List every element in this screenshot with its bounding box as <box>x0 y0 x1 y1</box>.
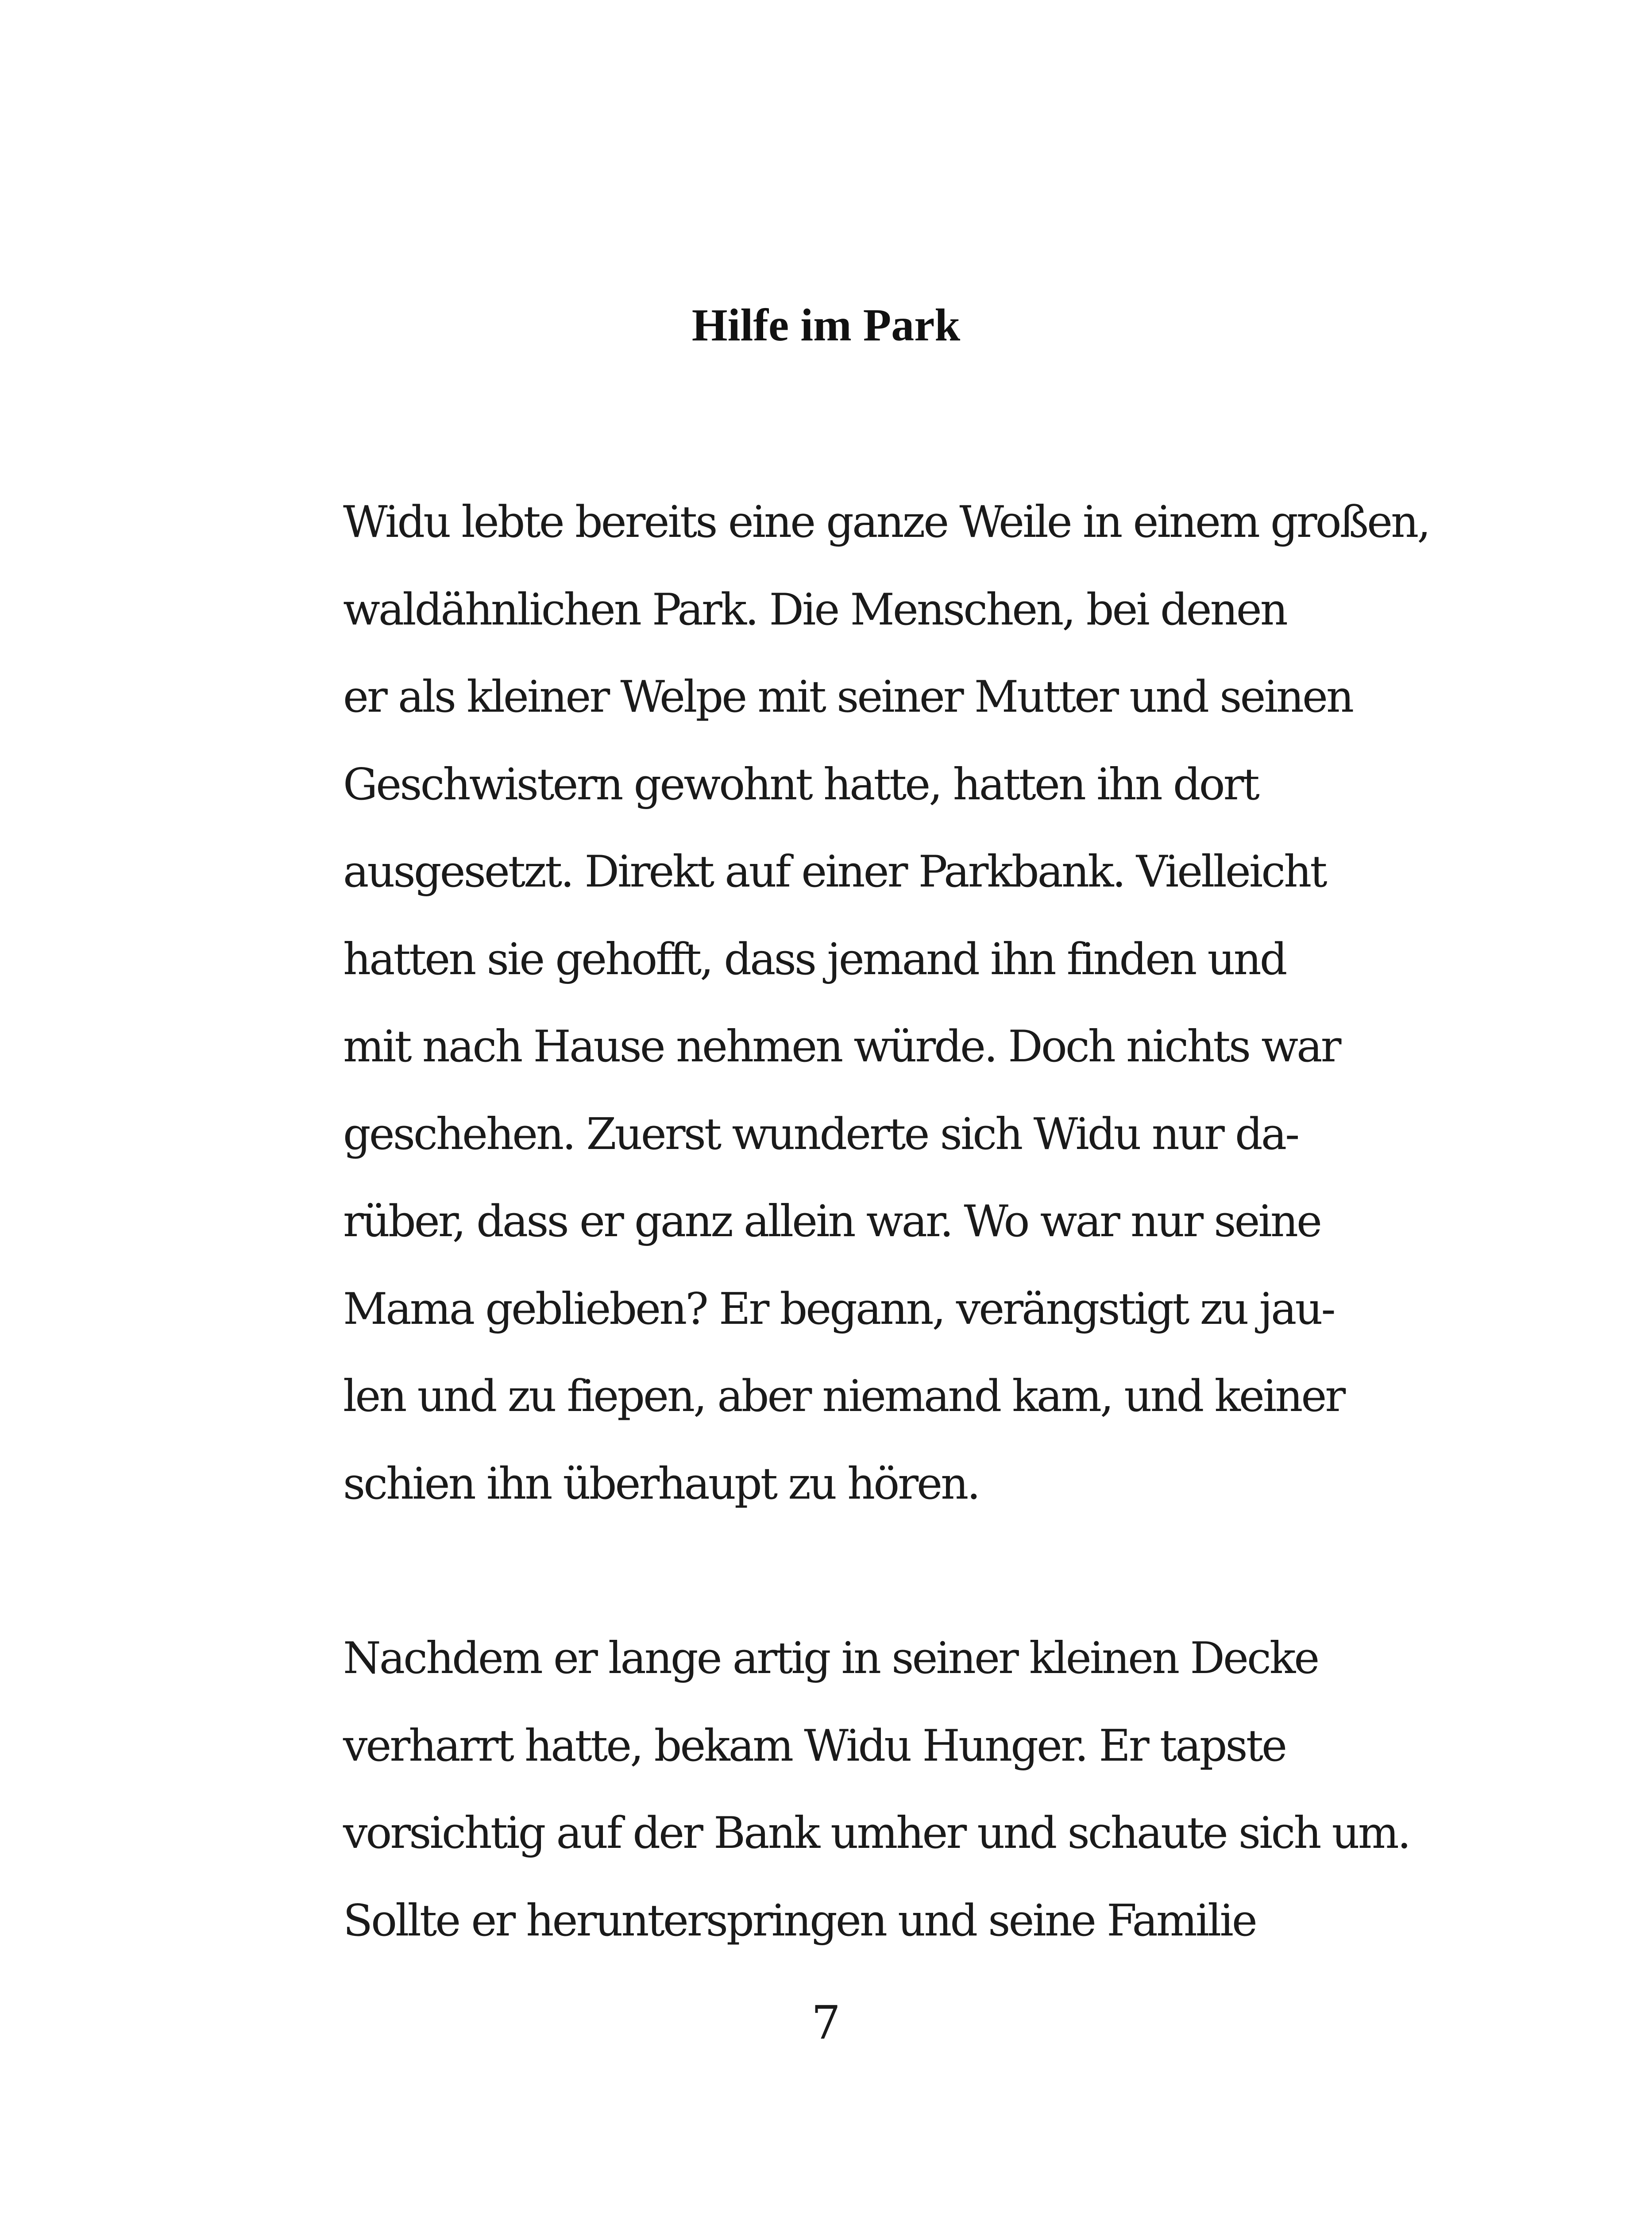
text-line: mit nach Hause nehmen würde. Doch nichts war <box>343 1022 1340 1072</box>
text-line: Geschwistern gewohnt hatte, hatten ihn dort <box>343 759 1258 810</box>
text-line: rüber, dass er ganz allein war. Wo war nur seine <box>343 1196 1320 1247</box>
text-line: vorsichtig auf der Bank umher und schaute sich um. <box>343 1808 1409 1858</box>
text-line: er als kleiner Welpe mit seiner Mutter und seinen <box>343 672 1353 722</box>
text-line: hatten sie gehofft, dass jemand ihn finden und <box>343 934 1286 985</box>
text-line: Widu lebte bereits eine ganze Weile in einem großen, <box>343 497 1429 547</box>
text-line: verharrt hatte, bekam Widu Hunger. Er tapste <box>343 1720 1286 1771</box>
paragraph-2 <box>343 1615 1409 1965</box>
text-line: Nachdem er lange artig in seiner kleinen Decke <box>343 1633 1318 1684</box>
paragraph-1 <box>343 479 1429 1528</box>
text-line: schien ihn überhaupt zu hören. <box>343 1458 979 1509</box>
text-line: Mama geblieben? Er begann, verängstigt zu jau- <box>343 1284 1334 1334</box>
page-number: 7 <box>811 1996 841 2050</box>
text-line: Sollte er herunterspringen und seine Familie <box>343 1895 1256 1946</box>
text-line: len und zu fiepen, aber niemand kam, und keiner <box>343 1371 1344 1422</box>
text-line: waldähnlichen Park. Die Menschen, bei denen <box>343 584 1286 635</box>
text-line: geschehen. Zuerst wunderte sich Widu nur da- <box>343 1109 1298 1160</box>
chapter-title: Hilfe im Park <box>691 300 961 351</box>
text-line: ausgesetzt. Direkt auf einer Parkbank. Vielleicht <box>343 847 1326 897</box>
